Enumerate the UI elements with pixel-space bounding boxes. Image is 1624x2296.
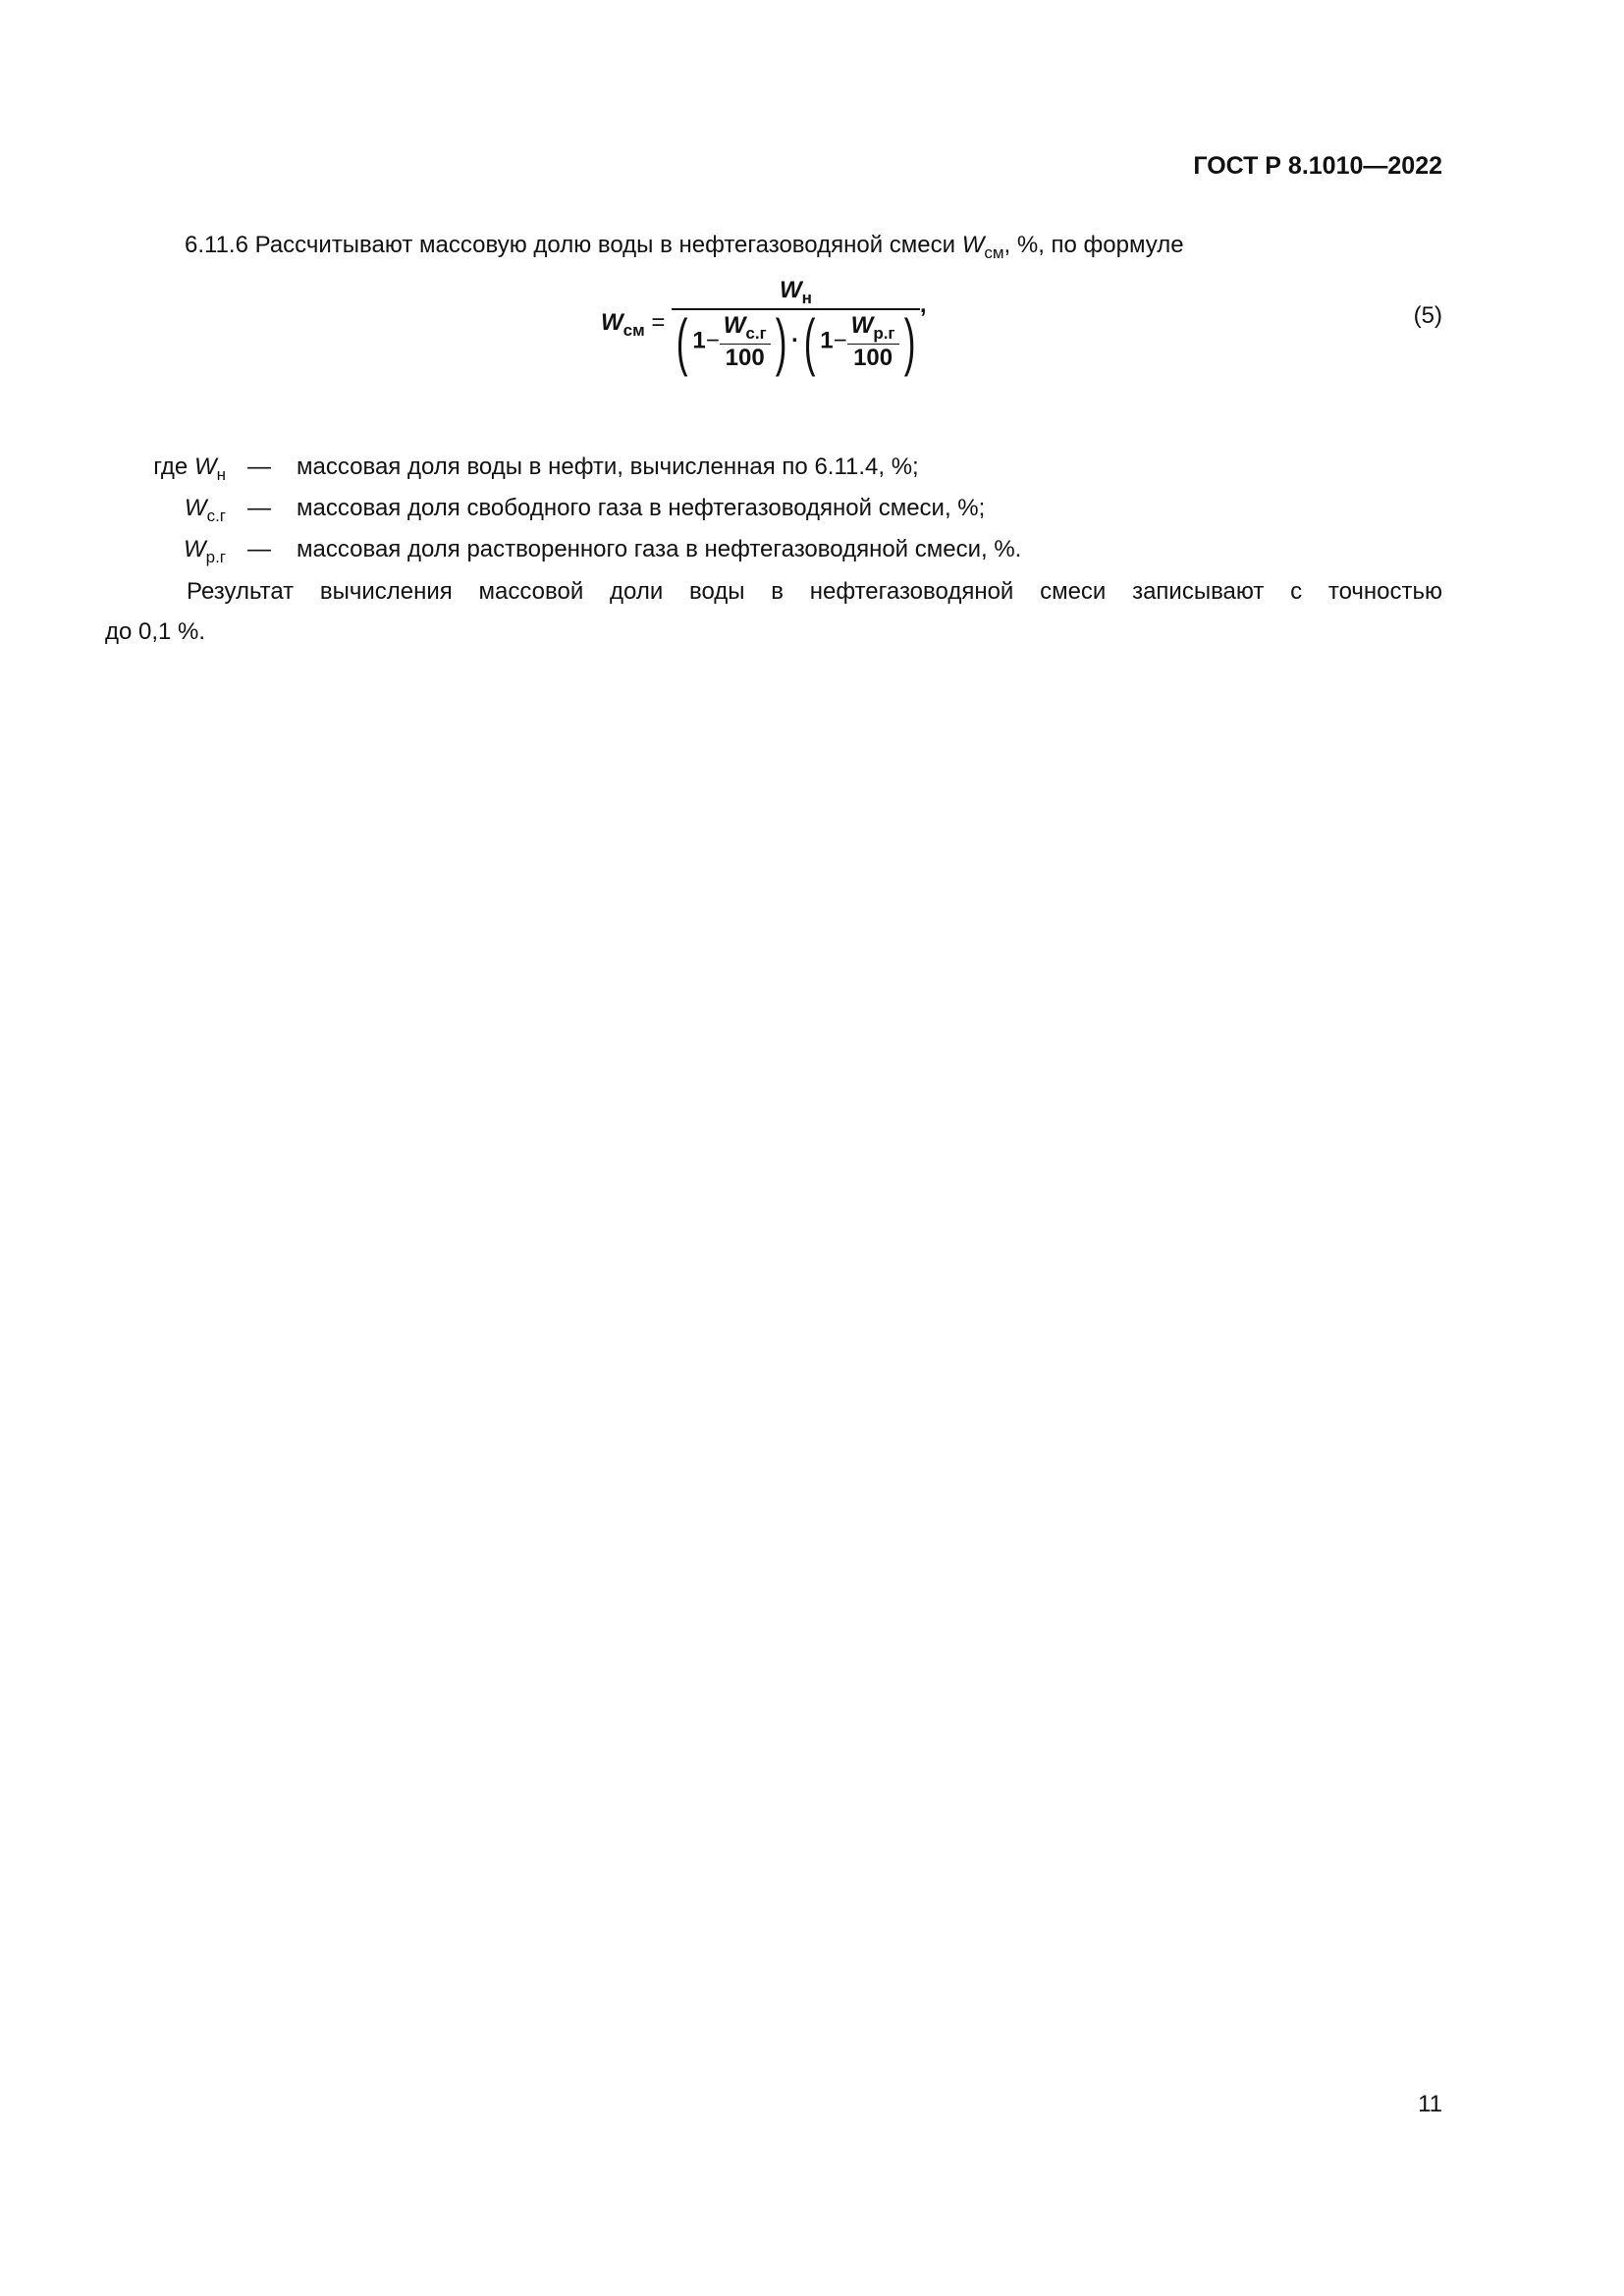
def-sub: с.г bbox=[206, 507, 226, 525]
numerator-sub: н bbox=[801, 289, 812, 307]
term2-num: W bbox=[850, 311, 874, 339]
one: 1 bbox=[820, 327, 834, 354]
result-paragraph-line1: Результат вычисления массовой доли воды в нефтегазоводяной смеси записывают с точностью bbox=[187, 578, 1442, 605]
def-sub: р.г bbox=[205, 548, 226, 566]
dot: · bbox=[790, 327, 799, 354]
definition-item bbox=[79, 454, 1355, 483]
clause-text: 6.11.6 Рассчитывают массовую долю воды в нефтегазоводяной смеси bbox=[185, 232, 962, 258]
definition-item bbox=[79, 536, 1355, 565]
def-dash: — bbox=[247, 454, 271, 480]
paren-close: ) bbox=[775, 306, 787, 377]
symbol-subscript: см bbox=[984, 243, 1004, 262]
term2-fraction bbox=[847, 312, 899, 372]
clause-6-11-6 bbox=[185, 232, 1184, 263]
main-numerator bbox=[776, 277, 816, 308]
one: 1 bbox=[692, 327, 706, 354]
numerator-symbol: W bbox=[779, 277, 802, 303]
main-denominator bbox=[672, 306, 920, 377]
where-word: где bbox=[153, 454, 194, 480]
term1-sub: с.г bbox=[745, 323, 767, 343]
minus: − bbox=[705, 327, 720, 354]
def-symbol: W bbox=[193, 454, 217, 480]
term1-fraction bbox=[720, 312, 771, 372]
equation-number: (5) bbox=[1413, 302, 1442, 329]
term2-den: 100 bbox=[853, 344, 893, 371]
def-sub: н bbox=[216, 465, 226, 484]
result-paragraph-line2: до 0,1 %. bbox=[105, 618, 206, 645]
def-dash: — bbox=[247, 536, 271, 562]
formula-comma: , bbox=[919, 292, 927, 318]
paren-open: ( bbox=[676, 306, 688, 377]
equals-sign: = bbox=[651, 309, 666, 336]
formula-5 bbox=[601, 277, 964, 409]
definition-item bbox=[79, 495, 1355, 524]
def-text: массовая доля воды в нефти, вычисленная по 6.11.4, %; bbox=[297, 454, 919, 480]
document-header: ГОСТ Р 8.1010—2022 bbox=[1193, 152, 1442, 180]
formula-lhs-sub: см bbox=[623, 321, 645, 340]
formula-lhs: W bbox=[601, 309, 623, 336]
def-text: массовая доля свободного газа в нефтегазоводяной смеси, %; bbox=[297, 495, 986, 521]
paren-open: ( bbox=[803, 306, 816, 377]
clause-text-end: , %, по формуле bbox=[1003, 232, 1184, 258]
term2-sub: р.г bbox=[873, 323, 895, 343]
term1-num: W bbox=[723, 311, 746, 339]
symbol: W bbox=[961, 232, 985, 258]
def-symbol: W bbox=[183, 536, 206, 562]
minus: − bbox=[833, 327, 847, 354]
def-text: массовая доля растворенного газа в нефтегазоводяной смеси, %. bbox=[297, 536, 1022, 562]
def-symbol: W bbox=[184, 495, 207, 521]
page-number: 11 bbox=[1418, 2091, 1442, 2117]
def-dash: — bbox=[247, 495, 271, 521]
main-fraction bbox=[672, 277, 920, 377]
paren-close: ) bbox=[903, 306, 916, 377]
term1-den: 100 bbox=[725, 344, 765, 371]
